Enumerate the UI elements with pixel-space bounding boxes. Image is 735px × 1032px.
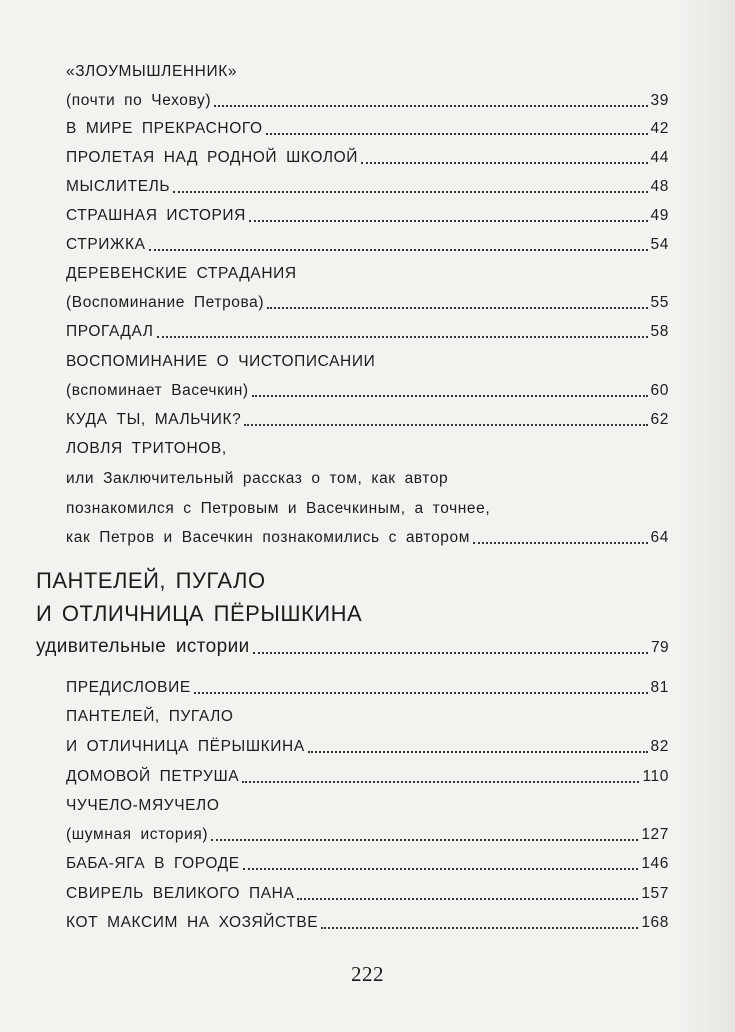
toc-entry-title: ЛОВЛЯ ТРИТОНОВ,	[66, 440, 227, 457]
toc-entry-title: БАБА-ЯГА В ГОРОДЕ	[66, 855, 240, 872]
toc-page-number: 44	[650, 149, 669, 166]
toc-entry	[66, 382, 669, 400]
toc-entry	[66, 411, 669, 429]
toc-entry-title: ВОСПОМИНАНИЕ О ЧИСТОПИСАНИИ	[66, 353, 376, 370]
toc-entry	[66, 708, 234, 726]
toc-entry	[66, 914, 669, 932]
leader-dots	[149, 249, 648, 251]
toc-entry-title: (почти по Чехову)	[66, 92, 212, 109]
toc-entry	[66, 470, 448, 488]
toc-page-number: 82	[650, 738, 669, 755]
toc-page-number: 60	[650, 382, 669, 399]
leader-dots	[253, 652, 648, 654]
toc-page-number: 58	[650, 323, 669, 340]
leader-dots	[267, 307, 647, 309]
toc-entry-title: СВИРЕЛЬ ВЕЛИКОГО ПАНА	[66, 885, 295, 902]
leader-dots	[214, 105, 647, 107]
page-edge-shadow	[675, 0, 735, 1032]
section-title-line1: ПАНТЕЛЕЙ, ПУГАЛО	[36, 568, 266, 593]
leader-dots	[361, 162, 648, 164]
toc-entry	[66, 353, 375, 371]
toc-entry-title: «ЗЛОУМЫШЛЕННИК»	[66, 63, 238, 80]
toc-page-number: 157	[641, 885, 669, 902]
toc-entry-title: ПРЕДИСЛОВИЕ	[66, 679, 191, 696]
toc-entry-title: СТРАШНАЯ ИСТОРИЯ	[66, 207, 246, 224]
toc-entry-title: (шумная история)	[66, 826, 209, 843]
leader-dots	[244, 424, 647, 426]
page-number-footer: 222	[351, 962, 384, 986]
toc-page-number: 55	[650, 294, 669, 311]
toc-entry-title: (вспоминает Васечкин)	[66, 382, 249, 399]
toc-entry-title: ПАНТЕЛЕЙ, ПУГАЛО	[66, 708, 234, 725]
leader-dots	[308, 751, 648, 753]
toc-entry	[66, 885, 669, 903]
toc-entry	[66, 92, 669, 110]
toc-page-number: 146	[641, 855, 669, 872]
leader-dots	[297, 898, 638, 900]
toc-entry-title: ДОМОВОЙ ПЕТРУША	[66, 768, 240, 785]
toc-entry	[66, 738, 669, 756]
toc-entry	[66, 178, 669, 196]
toc-entry-title: ДЕРЕВЕНСКИЕ СТРАДАНИЯ	[66, 265, 297, 282]
toc-page-number: 62	[650, 411, 669, 428]
toc-entry	[66, 236, 669, 254]
toc-entry	[66, 768, 669, 786]
toc-entry-title: И ОТЛИЧНИЦА ПЁРЫШКИНА	[66, 738, 305, 755]
toc-entry-title: СТРИЖКА	[66, 236, 146, 253]
toc-entry	[66, 323, 669, 341]
leader-dots	[266, 133, 648, 135]
toc-page-number: 110	[642, 768, 669, 785]
toc-entry-title: КОТ МАКСИМ НА ХОЗЯЙСТВЕ	[66, 914, 319, 931]
leader-dots	[252, 395, 648, 397]
toc-entry	[66, 149, 669, 167]
toc-entry-title: познакомился с Петровым и Васечкиным, а точнее,	[66, 500, 491, 517]
toc-entry-title: КУДА ТЫ, МАЛЬЧИК?	[66, 411, 242, 428]
toc-entry-title: или Заключительный рассказ о том, как автор	[66, 470, 449, 487]
toc-entry-title: ПРОГАДАЛ	[66, 323, 154, 340]
toc-entry	[66, 207, 669, 225]
section-subtitle-text: удивительные истории	[36, 636, 250, 657]
toc-entry	[66, 294, 669, 312]
leader-dots	[211, 839, 638, 841]
toc-entry-title: (Воспоминание Петрова)	[66, 294, 265, 311]
toc-entry	[66, 855, 669, 873]
toc-entry-title: В МИРЕ ПРЕКРАСНОГО	[66, 120, 263, 137]
leader-dots	[249, 220, 648, 222]
toc-entry	[66, 440, 227, 458]
toc-entry	[66, 826, 669, 844]
toc-entry	[66, 797, 220, 815]
toc-entry	[66, 500, 490, 518]
section-subtitle	[36, 636, 669, 658]
leader-dots	[242, 781, 639, 783]
toc-page-number: 81	[650, 679, 669, 696]
leader-dots	[321, 927, 638, 929]
toc-entry	[66, 120, 669, 138]
toc-entry	[66, 63, 237, 81]
toc-entry-title: МЫСЛИТЕЛЬ	[66, 178, 171, 195]
toc-page-number: 64	[650, 529, 669, 546]
toc-page-number: 79	[650, 639, 669, 656]
toc-entry-title: ПРОЛЕТАЯ НАД РОДНОЙ ШКОЛОЙ	[66, 149, 358, 166]
toc-page-number: 49	[650, 207, 669, 224]
toc-entry	[66, 265, 297, 283]
toc-page-number: 127	[641, 826, 669, 843]
section-title-line2: И ОТЛИЧНИЦА ПЁРЫШКИНА	[36, 601, 363, 626]
toc-page-number: 42	[650, 120, 669, 137]
toc-entry	[66, 679, 669, 697]
toc-page-number: 54	[650, 236, 669, 253]
toc-page-number: 48	[650, 178, 669, 195]
leader-dots	[243, 868, 639, 870]
leader-dots	[157, 336, 648, 338]
toc-page-number: 168	[641, 914, 669, 931]
toc-entry-title: ЧУЧЕЛО-МЯУЧЕЛО	[66, 797, 220, 814]
toc-entry	[66, 529, 669, 547]
leader-dots	[173, 191, 647, 193]
leader-dots	[194, 692, 648, 694]
toc-entry-title: как Петров и Васечкин познакомились с автором	[66, 529, 470, 546]
toc-page-number: 39	[650, 92, 669, 109]
leader-dots	[473, 542, 648, 544]
